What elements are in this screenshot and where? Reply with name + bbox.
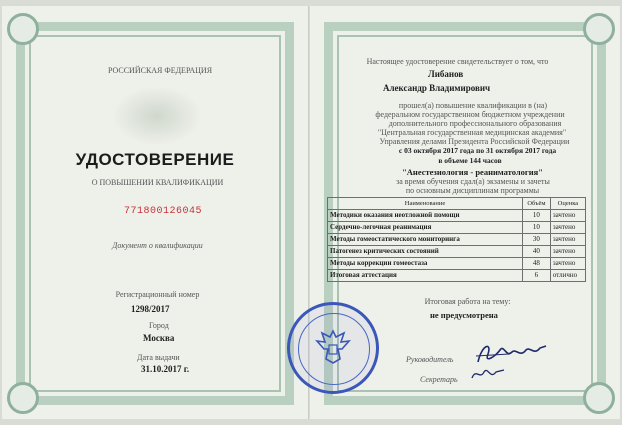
date-value: 31.10.2017 г.	[141, 364, 190, 374]
body-line: прошел(а) повышение квалификации в (на)	[398, 101, 548, 110]
discipline-name: Методики оказания неотложной помощи	[328, 210, 523, 222]
column-header: Оценка	[550, 198, 585, 210]
corner-ornament	[7, 382, 39, 414]
discipline-hours: 10	[523, 210, 551, 222]
table-row	[328, 234, 586, 246]
eagle-emblem-icon	[314, 327, 352, 367]
table-row	[328, 258, 586, 270]
body-line: по основным дисциплинам программы	[405, 186, 540, 195]
head-label: Руководитель	[406, 355, 454, 364]
discipline-grade: зачтено	[550, 258, 585, 270]
study-hours: в объеме 144 часов	[438, 156, 502, 165]
discipline-grade: зачтено	[550, 210, 585, 222]
final-work-value: не предусмотрена	[430, 310, 498, 320]
body-line: федеральном государственном бюджетном учреждении	[375, 110, 565, 119]
table-row	[328, 270, 586, 282]
discipline-hours: 48	[523, 258, 551, 270]
discipline-grade: зачтено	[550, 234, 585, 246]
corner-ornament	[7, 13, 39, 45]
reg-value: 1298/2017	[131, 304, 170, 314]
body-line: "Центральная государственная медицинская академия"	[377, 128, 567, 137]
reg-label: Регистрационный номер	[115, 290, 200, 299]
secretary-label: Секретарь	[420, 375, 458, 384]
date-label: Дата выдачи	[137, 353, 180, 362]
column-header: Объём	[523, 198, 551, 210]
official-seal	[287, 302, 379, 394]
country: РОССИЙСКАЯ ФЕДЕРАЦИЯ	[107, 66, 213, 75]
discipline-name: Патогенез критических состояний	[328, 246, 523, 258]
program-name: "Анестезиология - реаниматология"	[402, 167, 543, 177]
table-row	[328, 246, 586, 258]
holder-surname: Либанов	[428, 69, 464, 79]
certificate-number: 771800126045	[124, 206, 203, 217]
intro-text: Настоящее удостоверение свидетельствует о том, что	[366, 57, 549, 66]
disciplines-table	[327, 197, 586, 282]
discipline-grade: отлично	[550, 270, 585, 282]
corner-ornament	[583, 13, 615, 45]
watermark	[112, 86, 202, 146]
study-period: с 03 октября 2017 года по 31 октября 2017 года	[398, 146, 557, 155]
discipline-name: Методы гомеостатического мониторинга	[328, 234, 523, 246]
secretary-signature	[468, 364, 508, 384]
discipline-grade: зачтено	[550, 246, 585, 258]
table-header	[328, 198, 586, 210]
discipline-hours: 10	[523, 222, 551, 234]
discipline-name: Методы коррекции гомеостаза	[328, 258, 523, 270]
corner-ornament	[583, 382, 615, 414]
subtitle: О ПОВЫШЕНИИ КВАЛИФИКАЦИИ	[91, 178, 224, 187]
final-work-label: Итоговая работа на тему:	[424, 297, 511, 306]
discipline-grade: зачтено	[550, 222, 585, 234]
body-line: дополнительного профессионального образования	[388, 119, 562, 128]
city-label: Город	[149, 321, 169, 330]
holder-name: Александр Владимирович	[383, 83, 491, 93]
discipline-hours: 6	[523, 270, 551, 282]
body-line: Управления делами Президента Российской Федерации	[379, 137, 570, 146]
discipline-name: Сердечно-легочная реанимация	[328, 222, 523, 234]
table-row	[328, 222, 586, 234]
document-type: Документ о квалификации	[112, 241, 203, 250]
discipline-hours: 30	[523, 234, 551, 246]
column-header: Наименование	[328, 198, 523, 210]
city-value: Москва	[143, 333, 175, 343]
discipline-hours: 40	[523, 246, 551, 258]
body-line: за время обучения сдал(а) экзамены и зачеты	[396, 177, 550, 186]
discipline-name: Итоговая аттестация	[328, 270, 523, 282]
page-title: УДОСТОВЕРЕНИЕ	[75, 150, 235, 169]
table-row	[328, 210, 586, 222]
